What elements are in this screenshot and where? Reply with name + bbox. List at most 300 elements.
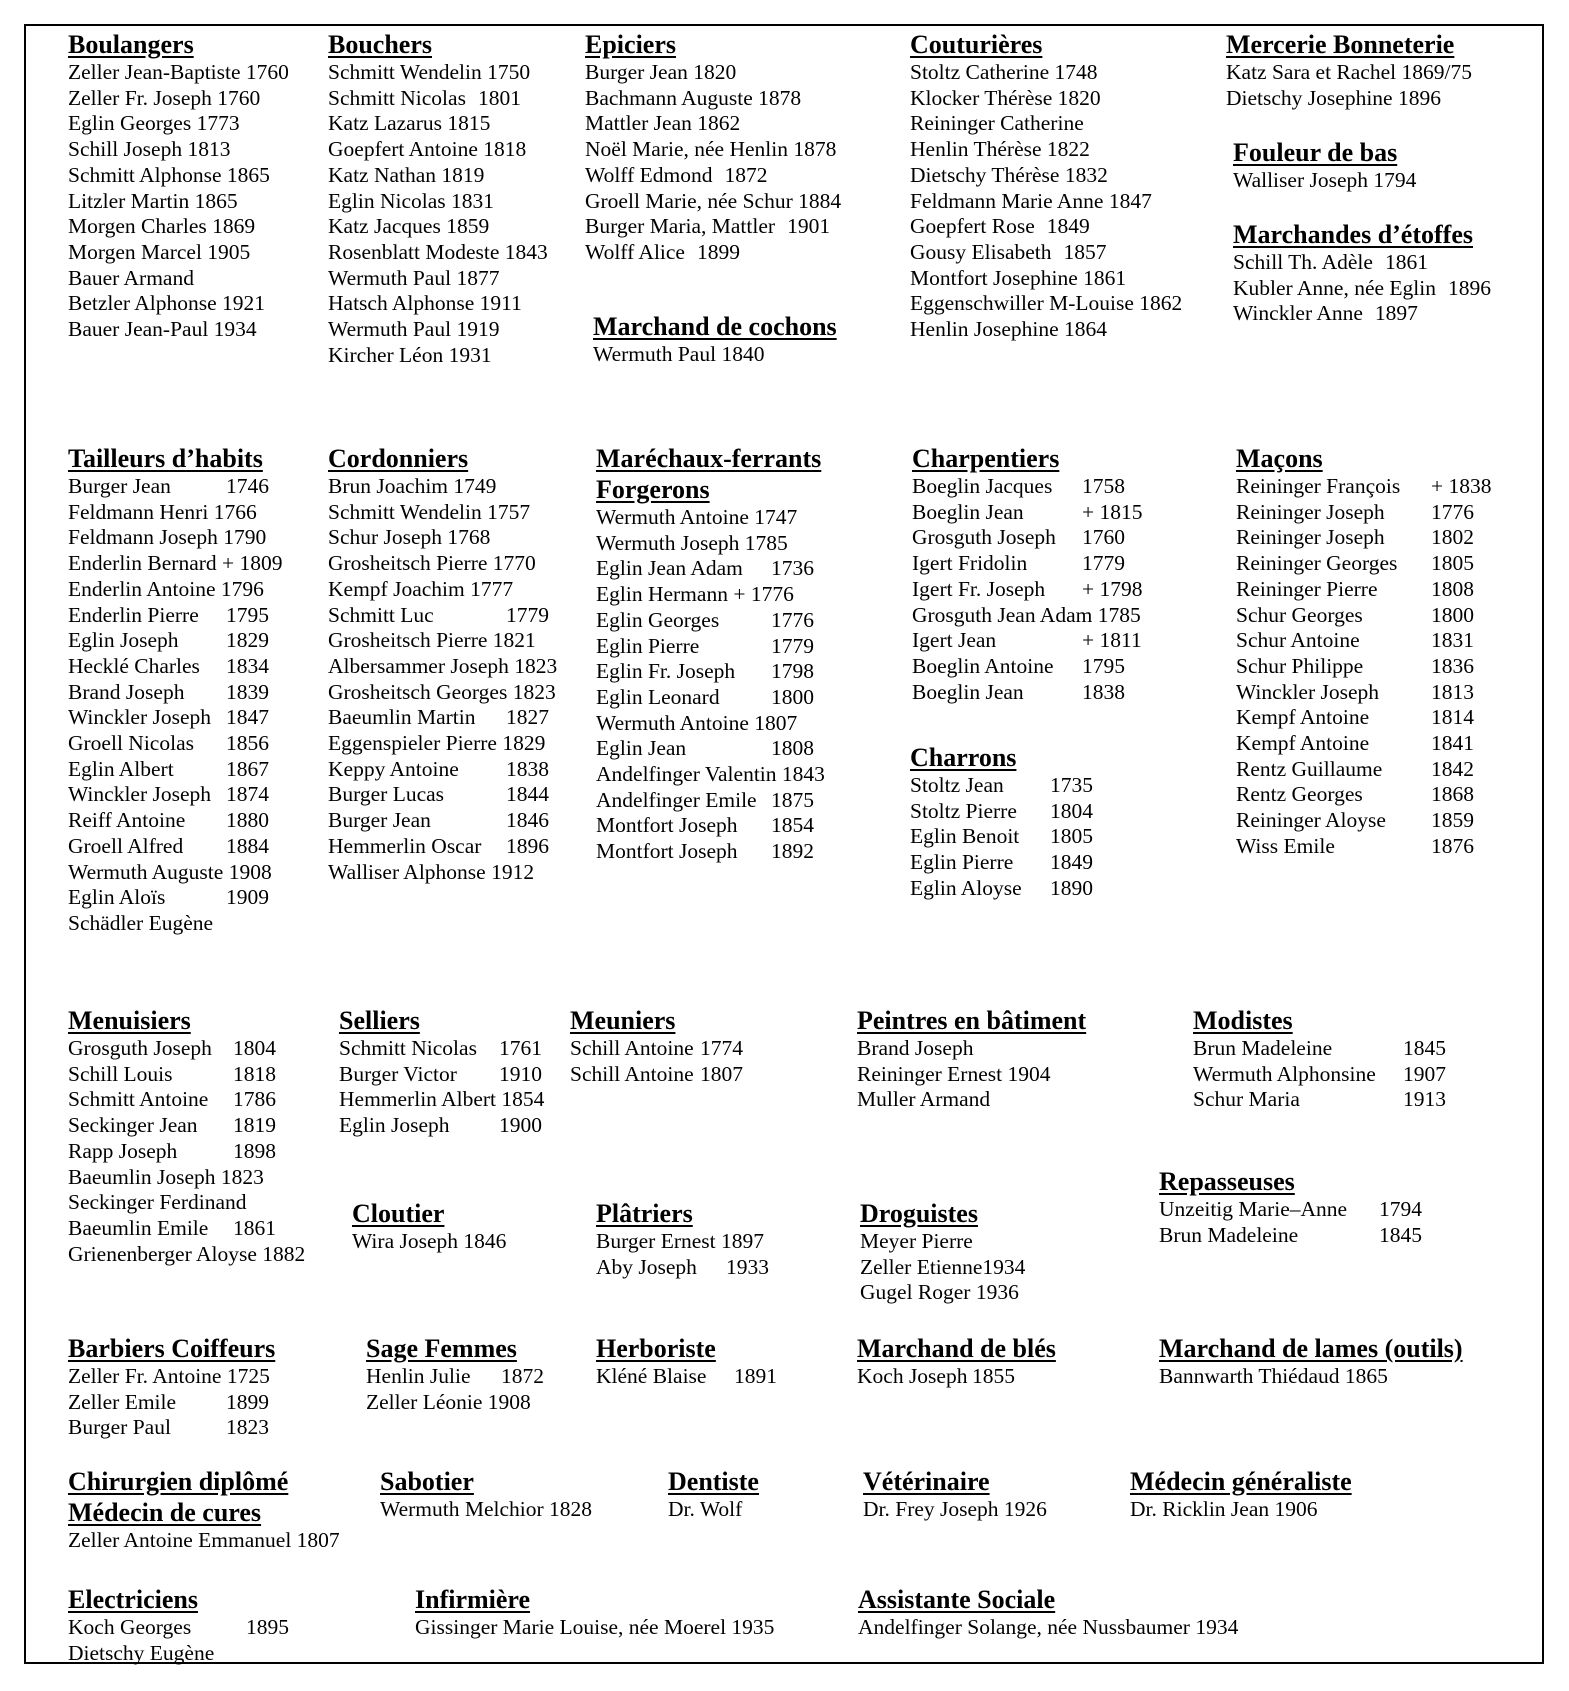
entry-name: Aby Joseph	[596, 1254, 697, 1279]
list-item	[68, 782, 283, 808]
list-item	[68, 60, 289, 86]
list-item	[596, 659, 825, 685]
entry-name: Schmitt Luc	[328, 602, 434, 627]
list-item	[912, 577, 1143, 603]
list-item	[1236, 834, 1492, 860]
list-item	[68, 680, 283, 706]
entry-name: Montfort Josephine 1861	[910, 265, 1127, 290]
entry-name: Bauer Armand	[68, 265, 194, 290]
section-title: Tailleurs d’habits	[68, 444, 263, 473]
list-item	[366, 1390, 544, 1416]
list-item	[596, 556, 825, 582]
entry-name: Grosheitsch Georges 1823	[328, 679, 556, 704]
list-item	[339, 1113, 544, 1139]
entry-name: Grosguth Joseph	[68, 1036, 212, 1060]
entry-name: Walliser Alphonse 1912	[328, 859, 535, 884]
entry-name: Zeller Jean-Baptiste 1760	[68, 60, 289, 84]
entry-year: 1861	[1384, 250, 1428, 274]
list-item	[352, 1229, 506, 1255]
entry-name: Eglin Jean	[596, 736, 687, 761]
section-title: Peintres en bâtiment	[857, 1006, 1087, 1035]
entry-year: 1779	[1082, 551, 1125, 576]
entry-year: 1808	[1431, 576, 1474, 601]
entry-name: Eglin Jean Adam	[596, 556, 743, 581]
entry-name: Burger Jean 1820	[585, 60, 737, 84]
entry-name: Reininger Joseph	[1236, 525, 1385, 550]
list-item	[328, 343, 548, 369]
list-item	[1236, 628, 1492, 654]
entry-year: 1910	[499, 1061, 542, 1086]
entry-name: Reininger François	[1236, 474, 1401, 498]
list-item	[596, 736, 825, 762]
entry-name: Henlin Thérèse 1822	[910, 137, 1090, 162]
entry-year: 1818	[233, 1061, 276, 1086]
list-item	[585, 137, 841, 163]
list-item	[68, 1216, 305, 1242]
entry-name: Groell Marie, née Schur 1884	[585, 188, 842, 213]
entry-name: Rentz Guillaume	[1236, 756, 1383, 781]
list-item	[912, 603, 1143, 629]
list-item	[328, 60, 548, 86]
section-cloutier	[352, 1198, 506, 1255]
section-title: Charrons	[910, 743, 1017, 772]
entry-name: Groell Alfred	[68, 833, 184, 858]
list-item	[328, 86, 548, 112]
entry-name: Schmitt Nicolas	[328, 85, 466, 110]
list-item	[68, 1242, 305, 1268]
entry-name: Schur Georges	[1236, 602, 1363, 627]
section-peintres	[857, 1005, 1086, 1113]
entry-name: Schmitt Wendelin 1757	[328, 499, 531, 524]
entry-year: 1892	[771, 839, 814, 864]
entry-name: Baeumlin Martin	[328, 705, 476, 730]
entry-year: 1802	[1431, 525, 1474, 550]
section-title: Repasseuses	[1159, 1167, 1295, 1196]
section-title: Assistante Sociale	[858, 1585, 1056, 1614]
entry-year: 1875	[771, 787, 814, 812]
list-item	[912, 654, 1143, 680]
entry-year: 1761	[499, 1036, 542, 1060]
entry-year: 1735	[1050, 773, 1093, 797]
entry-year: 1899	[696, 239, 740, 264]
list-item	[910, 163, 1182, 189]
list-item	[910, 799, 1093, 825]
list-item	[366, 1364, 544, 1390]
entry-name: Winckler Joseph	[68, 782, 212, 807]
section-couturieres	[910, 29, 1182, 343]
list-item	[328, 705, 557, 731]
list-item	[68, 705, 283, 731]
list-item	[68, 1528, 340, 1554]
list-item	[68, 577, 283, 603]
entry-year: 1831	[1431, 628, 1474, 653]
entry-name: Katz Jacques 1859	[328, 214, 490, 239]
entry-name: Bannwarth Thiédaud 1865	[1159, 1364, 1388, 1388]
entry-name: Montfort Joseph	[596, 839, 738, 864]
entry-name: Enderlin Bernard + 1809	[68, 551, 283, 576]
section-repasseuses	[1159, 1166, 1422, 1248]
entry-name: Boeglin Antoine	[912, 653, 1054, 678]
entry-year: 1933	[726, 1254, 769, 1279]
section-meuniers	[570, 1005, 743, 1087]
list-item	[910, 824, 1093, 850]
entry-year: 1779	[506, 602, 549, 627]
list-item	[596, 839, 825, 865]
entry-year: 1861	[233, 1215, 276, 1240]
list-item	[1236, 551, 1492, 577]
list-item	[910, 137, 1182, 163]
section-selliers	[339, 1005, 544, 1139]
section-title: Menuisiers	[68, 1006, 191, 1035]
entry-year: 1839	[226, 679, 269, 704]
entry-name: Reiff Antoine	[68, 808, 186, 833]
section-title: Forgerons	[596, 475, 710, 504]
entry-name: Klocker Thérèse 1820	[910, 85, 1101, 110]
list-item	[68, 1390, 275, 1416]
section-title: Droguistes	[860, 1199, 978, 1228]
entry-name: Schill Th. Adèle	[1233, 250, 1373, 274]
entry-name: Goepfert Rose	[910, 214, 1035, 239]
list-item	[380, 1497, 592, 1523]
list-item	[596, 582, 825, 608]
list-item	[585, 86, 841, 112]
entry-year: 1808	[771, 736, 814, 761]
section-title: Fouleur de bas	[1233, 138, 1398, 167]
section-title: Cordonniers	[328, 444, 469, 473]
section-title: Meuniers	[570, 1006, 676, 1035]
entry-year: 1805	[1050, 824, 1093, 849]
list-item	[910, 214, 1182, 240]
entry-name: Eglin Joseph	[68, 628, 179, 653]
list-item	[328, 500, 557, 526]
section-marchand-lames	[1159, 1333, 1463, 1390]
entry-year: 1890	[1050, 875, 1093, 900]
entry-name: Reininger Georges	[1236, 551, 1398, 576]
entry-year: 1779	[771, 633, 814, 658]
list-item	[1233, 276, 1491, 302]
entry-name: Boeglin Jacques	[912, 474, 1053, 498]
list-item	[912, 551, 1143, 577]
entry-year: 1857	[1063, 239, 1107, 264]
list-item	[910, 876, 1093, 902]
list-item	[328, 860, 557, 886]
list-item	[596, 762, 825, 788]
entry-name: Schill Joseph 1813	[68, 137, 231, 162]
section-charpentiers	[912, 443, 1143, 705]
list-item	[328, 654, 557, 680]
section-title: Dentiste	[668, 1467, 759, 1496]
entry-name: Wermuth Auguste 1908	[68, 859, 272, 884]
entry-year: 1901	[787, 214, 831, 239]
list-item	[328, 163, 548, 189]
list-item	[68, 1113, 305, 1139]
list-item	[596, 813, 825, 839]
list-item	[68, 525, 283, 551]
entry-year: 1800	[1431, 602, 1474, 627]
entry-name: Burger Maria, Mattler	[585, 214, 776, 239]
section-title: Marchandes d’étoffes	[1233, 220, 1473, 249]
entry-name: Burger Paul	[68, 1415, 171, 1440]
entry-year: 1896	[506, 833, 549, 858]
list-item	[570, 1036, 743, 1062]
section-title: Electriciens	[68, 1585, 198, 1614]
entry-name: Kempf Antoine	[1236, 731, 1370, 756]
entry-year: 1801	[477, 85, 521, 110]
entry-name: Schmitt Alphonse 1865	[68, 162, 270, 187]
entry-name: Baeumlin Joseph 1823	[68, 1164, 264, 1189]
list-item	[912, 474, 1143, 500]
list-item	[1236, 731, 1492, 757]
entry-name: Betzler Alphonse 1921	[68, 291, 266, 316]
list-item	[328, 757, 557, 783]
list-item	[68, 654, 283, 680]
list-item	[68, 911, 283, 937]
list-item	[328, 317, 548, 343]
entry-name: Montfort Joseph	[596, 813, 738, 838]
entry-name: Grosheitsch Pierre 1770	[328, 551, 536, 576]
list-item	[68, 834, 283, 860]
entry-name: Schill Antoine	[570, 1061, 694, 1086]
entry-name: Zeller Léonie 1908	[366, 1389, 531, 1414]
section-title: Epiciers	[585, 30, 676, 59]
list-item	[68, 240, 289, 266]
entry-year: 1896	[1448, 275, 1492, 300]
entry-year: 1907	[1403, 1061, 1446, 1086]
list-item	[1236, 808, 1492, 834]
section-title: Vétérinaire	[863, 1467, 990, 1496]
section-tailleurs	[68, 443, 283, 937]
entry-name: Igert Fridolin	[912, 551, 1028, 576]
entry-year: 1872	[501, 1364, 544, 1388]
list-item	[328, 551, 557, 577]
entry-name: Burger Ernest 1897	[596, 1229, 764, 1253]
entry-name: Henlin Josephine 1864	[910, 317, 1108, 342]
entry-name: Grosguth Jean Adam 1785	[912, 602, 1141, 627]
entry-name: Zeller Etienne1934	[860, 1254, 1026, 1279]
entry-year: + 1815	[1082, 499, 1143, 524]
list-item	[328, 680, 557, 706]
entry-name: Schur Philippe	[1236, 653, 1364, 678]
section-title: Marchand de cochons	[593, 312, 837, 341]
section-menuisiers	[68, 1005, 305, 1267]
list-item	[596, 1364, 777, 1390]
entry-year: + 1838	[1431, 474, 1492, 498]
entry-name: Morgen Marcel 1905	[68, 239, 251, 264]
entry-name: Schmitt Wendelin 1750	[328, 60, 531, 84]
entry-name: Reininger Aloyse	[1236, 808, 1386, 833]
entry-year: 1758	[1082, 474, 1125, 498]
entry-name: Wermuth Antoine 1807	[596, 710, 798, 735]
entry-name: Wermuth Joseph 1785	[596, 530, 788, 555]
entry-name: Schmitt Nicolas	[339, 1036, 477, 1060]
entry-name: Eglin Albert	[68, 756, 174, 781]
section-title: Sage Femmes	[366, 1334, 517, 1363]
list-item	[1236, 474, 1492, 500]
entry-name: Kempf Antoine	[1236, 705, 1370, 730]
entry-name: Feldmann Marie Anne 1847	[910, 188, 1152, 213]
entry-year: 1819	[233, 1113, 276, 1138]
entry-name: Katz Nathan 1819	[328, 162, 485, 187]
section-bouchers	[328, 29, 548, 368]
list-item	[910, 850, 1093, 876]
list-item	[910, 317, 1182, 343]
entry-name: Henlin Julie	[366, 1364, 471, 1388]
entry-year: 1847	[226, 705, 269, 730]
list-item	[68, 137, 289, 163]
list-item	[910, 86, 1182, 112]
list-item	[68, 808, 283, 834]
entry-name: Eglin Aloïs	[68, 885, 166, 910]
entry-name: Zeller Fr. Antoine 1725	[68, 1364, 270, 1388]
list-item	[860, 1255, 1025, 1281]
entry-name: Feldmann Joseph 1790	[68, 525, 267, 550]
list-item	[339, 1087, 544, 1113]
entry-name: Wira Joseph 1846	[352, 1229, 507, 1253]
entry-name: Koch Georges	[68, 1615, 192, 1639]
entry-year: 1867	[226, 756, 269, 781]
entry-name: Grosguth Joseph	[912, 525, 1056, 550]
list-item	[1236, 500, 1492, 526]
section-veterinaire	[863, 1466, 1047, 1523]
list-item	[910, 773, 1093, 799]
entry-name: Winckler Anne	[1233, 301, 1363, 326]
list-item	[860, 1280, 1025, 1306]
entry-name: Dr. Ricklin Jean 1906	[1130, 1497, 1318, 1521]
entry-name: Gissinger Marie Louise, née Moerel 1935	[415, 1615, 775, 1639]
entry-name: Noël Marie, née Henlin 1878	[585, 137, 837, 162]
list-item	[68, 731, 283, 757]
list-item	[858, 1615, 1238, 1641]
list-item	[68, 603, 283, 629]
section-title: Médecin généraliste	[1130, 1467, 1352, 1496]
entry-year: 1838	[506, 756, 549, 781]
section-title: Herboriste	[596, 1334, 716, 1363]
entry-name: Walliser Joseph 1794	[1233, 168, 1417, 192]
list-item	[585, 214, 841, 240]
entry-name: Albersammer Joseph 1823	[328, 653, 558, 678]
list-item	[585, 111, 841, 137]
entry-year: 1872	[724, 162, 768, 187]
entry-name: Schmitt Antoine	[68, 1087, 209, 1112]
list-item	[863, 1497, 1047, 1523]
section-marechaux	[596, 443, 825, 865]
entry-name: Kempf Joachim 1777	[328, 576, 514, 601]
entry-year: 1813	[1431, 679, 1474, 704]
list-item	[596, 788, 825, 814]
list-item	[328, 266, 548, 292]
entry-name: Stoltz Jean	[910, 773, 1004, 797]
list-item	[328, 808, 557, 834]
entry-year: 1836	[1431, 653, 1474, 678]
section-title: Barbiers Coiffeurs	[68, 1334, 276, 1363]
list-item	[1193, 1087, 1446, 1113]
section-sage-femmes	[366, 1333, 544, 1415]
list-item	[339, 1036, 544, 1062]
list-item	[910, 240, 1182, 266]
entry-year: 1823	[226, 1415, 269, 1440]
list-item	[328, 731, 557, 757]
list-item	[328, 291, 548, 317]
entry-name: Feldmann Henri 1766	[68, 499, 257, 524]
entry-name: Schill Louis	[68, 1061, 173, 1086]
entry-name: Eglin Georges	[596, 607, 720, 632]
list-item	[585, 163, 841, 189]
entry-name: Reininger Pierre	[1236, 576, 1378, 601]
section-title: Cloutier	[352, 1199, 445, 1228]
list-item	[585, 189, 841, 215]
entry-name: Eglin Aloyse	[910, 875, 1022, 900]
list-item	[1193, 1036, 1446, 1062]
list-item	[596, 634, 825, 660]
section-title: Sabotier	[380, 1467, 474, 1496]
section-title: Plâtriers	[596, 1199, 693, 1228]
list-item	[1236, 757, 1492, 783]
entry-year: 1900	[499, 1113, 542, 1138]
list-item	[328, 111, 548, 137]
list-item	[668, 1497, 759, 1523]
entry-year: 1834	[226, 653, 269, 678]
entry-name: Eglin Hermann + 1776	[596, 582, 794, 607]
entry-year: 1876	[1431, 833, 1474, 858]
entry-name: Eglin Nicolas 1831	[328, 188, 495, 213]
entry-name: Rentz Georges	[1236, 782, 1363, 807]
entry-name: Burger Jean	[328, 808, 431, 833]
entry-year: 1913	[1403, 1087, 1446, 1112]
section-marchand-cochons	[593, 311, 837, 368]
list-item	[1226, 86, 1472, 112]
list-item	[328, 137, 548, 163]
entry-year: 1842	[1431, 756, 1474, 781]
list-item	[68, 1641, 289, 1667]
list-item	[328, 474, 557, 500]
entry-year: + 1811	[1082, 628, 1142, 653]
entry-name: Wermuth Melchior 1828	[380, 1497, 593, 1521]
entry-name: Brun Madeleine	[1159, 1222, 1299, 1247]
entry-year: 1814	[1431, 705, 1474, 730]
entry-name: Hemmerlin Oscar	[328, 833, 482, 858]
section-medecin-generaliste	[1130, 1466, 1352, 1523]
list-item	[910, 111, 1182, 137]
entry-year: 1807	[700, 1061, 743, 1086]
entry-year: 1874	[226, 782, 269, 807]
entry-name: Eglin Pierre	[596, 633, 700, 658]
list-item	[1236, 577, 1492, 603]
entry-name: Katz Sara et Rachel 1869/75	[1226, 60, 1472, 84]
section-dentiste	[668, 1466, 759, 1523]
list-item	[328, 628, 557, 654]
entry-year: 1891	[734, 1364, 777, 1388]
entry-name: Eggenschwiller M-Louise 1862	[910, 291, 1183, 316]
entry-name: Kircher Léon 1931	[328, 342, 492, 367]
entry-name: Gugel Roger 1936	[860, 1280, 1019, 1305]
section-title: Chirurgien diplômé	[68, 1467, 289, 1496]
list-item	[1130, 1497, 1352, 1523]
entry-name: Boeglin Jean	[912, 679, 1024, 704]
list-item	[68, 86, 289, 112]
entry-name: Keppy Antoine	[328, 756, 459, 781]
entry-name: Rapp Joseph	[68, 1138, 178, 1163]
section-boulangers	[68, 29, 289, 343]
entry-name: Dietschy Thérèse 1832	[910, 162, 1108, 187]
section-infirmiere	[415, 1584, 774, 1641]
list-item	[1236, 654, 1492, 680]
entry-name: Brand Joseph	[68, 679, 185, 704]
section-title: Maçons	[1236, 444, 1323, 473]
list-item	[1233, 250, 1491, 276]
list-item	[68, 1165, 305, 1191]
entry-name: Reininger Ernest 1904	[857, 1061, 1051, 1086]
entry-name: Hemmerlin Albert 1854	[339, 1087, 545, 1112]
